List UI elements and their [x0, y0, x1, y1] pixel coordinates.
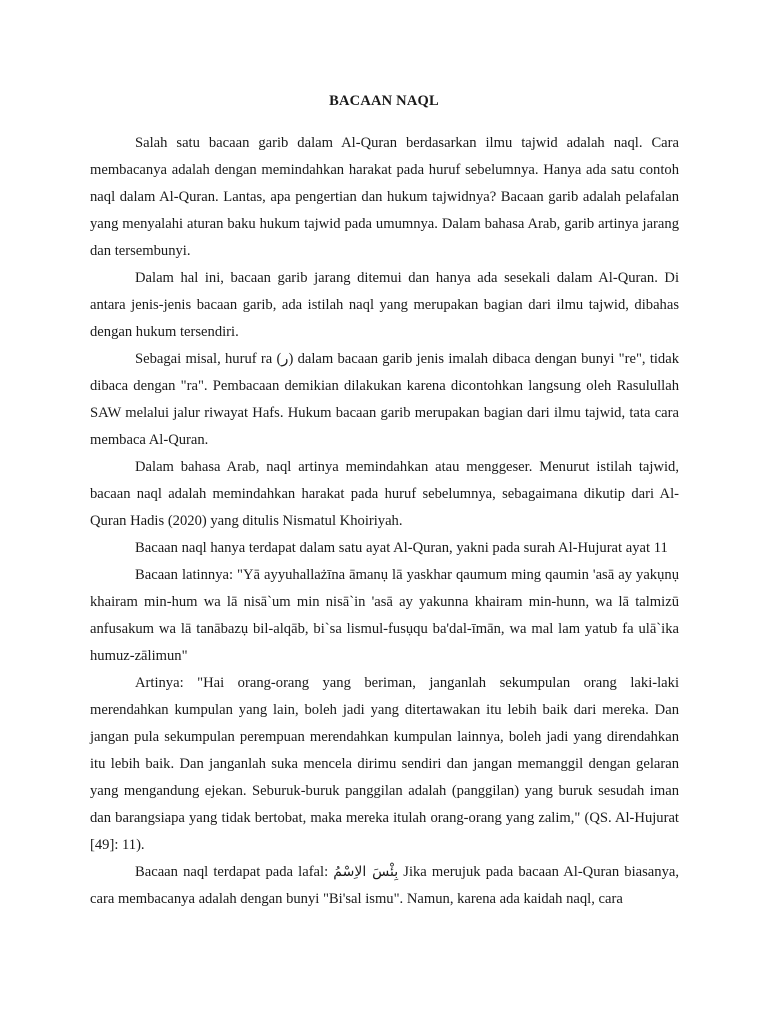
paragraph-garib-definition: Salah satu bacaan garib dalam Al-Quran berdasarkan ilmu tajwid adalah naql. Cara membacanya adalah dengan memindahkan harakat pada huruf sebelumnya. Hanya ada satu contoh naql dalam Al-Quran. Lantas, apa pengertian dan hukum tajwidnya? Bacaan garib adalah pelafalan yang menyalahi aturan baku hukum tajwid pada umumnya. Dalam bahasa Arab, garib artinya jarang dan tersembunyi. [90, 135, 679, 259]
lafal-intro-text: Bacaan naql terdapat pada lafal: [135, 864, 334, 880]
paragraph-naql-lafal [90, 859, 679, 913]
document-body [90, 130, 679, 913]
paragraph-latin-reading: Bacaan latinnya: "Yā ayyuhallażīna āmanụ lā yaskhar qaumum ming qaumin 'asā ay yakụnụ khairam min-hum wa lā nisā`um min nisā`in 'asā ay yakunna khairam min-hunn, wa lā talmizū anfusakum wa lā tanābazụ bil-alqāb, bi`sa lismul-fusụqu ba'dal-īmān, wa mal lam yatub fa ulā`ika humuz-zālimun" [90, 567, 679, 664]
document-title: BACAAN NAQL [329, 93, 439, 109]
lafal-explanation-text: Jika merujuk pada bacaan Al-Quran biasanya, cara membacanya adalah dengan bunyi "Bi'sal ismu". Namun, karena ada kaidah naql, cara [90, 864, 679, 907]
paragraph-naql-definition: Dalam bahasa Arab, naql artinya memindahkan atau menggeser. Menurut istilah tajwid, bacaan naql adalah memindahkan harakat pada huruf sebelumnya, sebagaimana dikutip dari Al-Quran Hadis (2020) yang ditulis Nismatul Khoiriyah. [90, 459, 679, 529]
paragraph-translation: Artinya: "Hai orang-orang yang beriman, janganlah sekumpulan orang laki-laki merendahkan kumpulan yang lain, boleh jadi yang ditertawakan itu lebih baik dari mereka. Dan jangan pula sekumpulan perempuan merendahkan kumpulan lainnya, boleh jadi yang direndahkan itu lebih baik. Dan janganlah suka mencela dirimu sendiri dan jangan memanggil dengan gelaran yang mengandung ejekan. Seburuk-buruk panggilan adalah (panggilan) yang buruk sesudah iman dan barangsiapa yang tidak bertobat, maka mereka itulah orang-orang yang zalim," (QS. Al-Hujurat [49]: 11). [90, 675, 679, 853]
arabic-lafal-text: بِئْسَ الاِسْمُ [333, 864, 399, 880]
paragraph-imalah-example: Sebagai misal, huruf ra (ر) dalam bacaan garib jenis imalah dibaca dengan bunyi "re", tidak dibaca dengan "ra". Pembacaan demikian dilakukan karena dicontohkan langsung oleh Rasulullah SAW melalui jalur riwayat Hafs. Hukum bacaan garib merupakan bagian dari ilmu tajwid, tata cara membaca Al-Quran. [90, 351, 679, 448]
paragraph-garib-rarity: Dalam hal ini, bacaan garib jarang ditemui dan hanya ada sesekali dalam Al-Quran. Di antara jenis-jenis bacaan garib, ada istilah naql yang merupakan bagian dari ilmu tajwid, dibahas dengan hukum tersendiri. [90, 270, 679, 340]
paragraph-naql-location: Bacaan naql hanya terdapat dalam satu ayat Al-Quran, yakni pada surah Al-Hujurat ayat 11 [135, 540, 668, 556]
